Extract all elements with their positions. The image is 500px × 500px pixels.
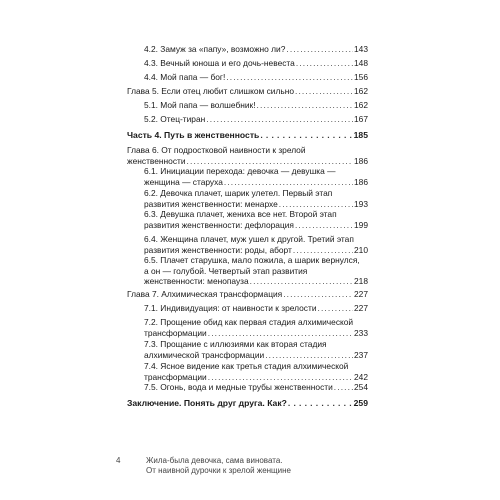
toc-entry: 5.1. Мой папа — волшебник! . . . 162 bbox=[144, 100, 368, 111]
leader-dots bbox=[224, 177, 353, 188]
page-number: 162 bbox=[354, 100, 368, 110]
leader-dots bbox=[318, 303, 354, 314]
toc-chapter: Глава 5. Если отец любит слишком сильно . . . 162 bbox=[127, 86, 368, 97]
toc-entry: 7.4. Ясное видение как третья стадия алхимической трансформации . . . 242 bbox=[144, 361, 368, 382]
leader-dots bbox=[208, 372, 353, 383]
page-number: 186 bbox=[354, 176, 368, 187]
page-number: 167 bbox=[354, 114, 368, 124]
toc-entry: 7.5. Огонь, вода и медные трубы женственности . . . 254 bbox=[144, 382, 368, 393]
toc-entry: 4.3. Вечный юноша и его дочь-невеста . . . 148 bbox=[144, 58, 368, 69]
page-number: 227 bbox=[354, 303, 368, 313]
leader-dots bbox=[288, 398, 353, 409]
leader-dots bbox=[283, 289, 353, 300]
leader-dots bbox=[265, 350, 353, 361]
toc-entry: 7.2. Прощение обид как первая стадия алхимической трансформации . . . 233 bbox=[144, 317, 368, 338]
footer-page-number: 4 bbox=[116, 456, 121, 465]
running-title bbox=[146, 456, 291, 477]
leader-dots bbox=[296, 58, 353, 69]
toc-entry: 6.1. Инициации перехода: девочка — девушка — женщина — старуха . . . 186 bbox=[144, 166, 368, 187]
leader-dots bbox=[295, 220, 353, 231]
toc-part: Часть 4. Путь в женственность . . . 185 bbox=[127, 130, 368, 141]
leader-dots bbox=[295, 86, 353, 97]
leader-dots bbox=[206, 114, 353, 125]
toc-chapter: Глава 6. От подростковой наивности к зрелой женственности . . . 186 bbox=[127, 145, 368, 166]
page-number: 233 bbox=[354, 327, 368, 338]
leader-dots bbox=[250, 276, 353, 287]
page-number: 227 bbox=[354, 289, 368, 299]
toc-entry: 4.2. Замуж за «папу», возможно ли? . . . 143 bbox=[144, 44, 368, 55]
leader-dots bbox=[208, 328, 353, 339]
toc-entry: 6.5. Плачет старушка, мало пожила, а шарик вернулся, а он — голубой. Четвертый этап развития женственности: менопауза . . . 218 bbox=[144, 255, 368, 287]
page-number: 259 bbox=[353, 398, 368, 408]
page-number: 156 bbox=[354, 72, 368, 82]
toc-entry: 4.4. Мой папа — бог! . . . 156 bbox=[144, 72, 368, 83]
page-number: 143 bbox=[354, 44, 368, 54]
page-number: 193 bbox=[354, 198, 368, 209]
leader-dots bbox=[279, 199, 353, 210]
leader-dots bbox=[293, 245, 353, 256]
page-number: 162 bbox=[354, 86, 368, 96]
running-title-line-1: Жила-была девочка, сама виновата. bbox=[146, 456, 283, 465]
page-number: 218 bbox=[354, 276, 368, 287]
toc-entry: 5.2. Отец-тиран . . . 167 bbox=[144, 114, 368, 125]
page-number: 210 bbox=[354, 244, 368, 255]
toc-entry: 6.4. Женщина плачет, муж ушел к другой. Третий этап развития женственности: роды, аборт . . . 210 bbox=[144, 234, 368, 255]
page-number: 242 bbox=[354, 371, 368, 382]
leader-dots bbox=[334, 382, 353, 393]
leader-dots bbox=[257, 100, 353, 111]
toc-entry: 6.3. Девушка плачет, жениха все нет. Второй этап развития женственности: дефлорация . . . 199 bbox=[144, 209, 368, 230]
page-number: 237 bbox=[354, 349, 368, 360]
page-number: 254 bbox=[354, 382, 368, 392]
page-number: 148 bbox=[354, 58, 368, 68]
toc-chapter: Глава 7. Алхимическая трансформация . . . 227 bbox=[127, 289, 368, 300]
page-number: 186 bbox=[354, 155, 368, 166]
running-title-line-2: От наивной дурочки к зрелой женщине bbox=[146, 466, 291, 476]
toc-entry: 7.1. Индивидуация: от наивности к зрелости . . . 227 bbox=[144, 303, 368, 314]
leader-dots bbox=[226, 72, 353, 83]
toc-conclusion: Заключение. Понять друг друга. Как? . . . 259 bbox=[127, 398, 368, 409]
leader-dots bbox=[260, 130, 352, 141]
leader-dots bbox=[187, 156, 353, 167]
page-number: 199 bbox=[354, 219, 368, 230]
leader-dots bbox=[286, 44, 353, 55]
toc-entry: 6.2. Девочка плачет, шарик улетел. Первый этап развития женственности: менархе . . . 193 bbox=[144, 188, 368, 209]
page-number: 185 bbox=[353, 130, 368, 140]
toc-entry: 7.3. Прощание с иллюзиями как вторая стадия алхимической трансформации . . . 237 bbox=[144, 339, 368, 360]
